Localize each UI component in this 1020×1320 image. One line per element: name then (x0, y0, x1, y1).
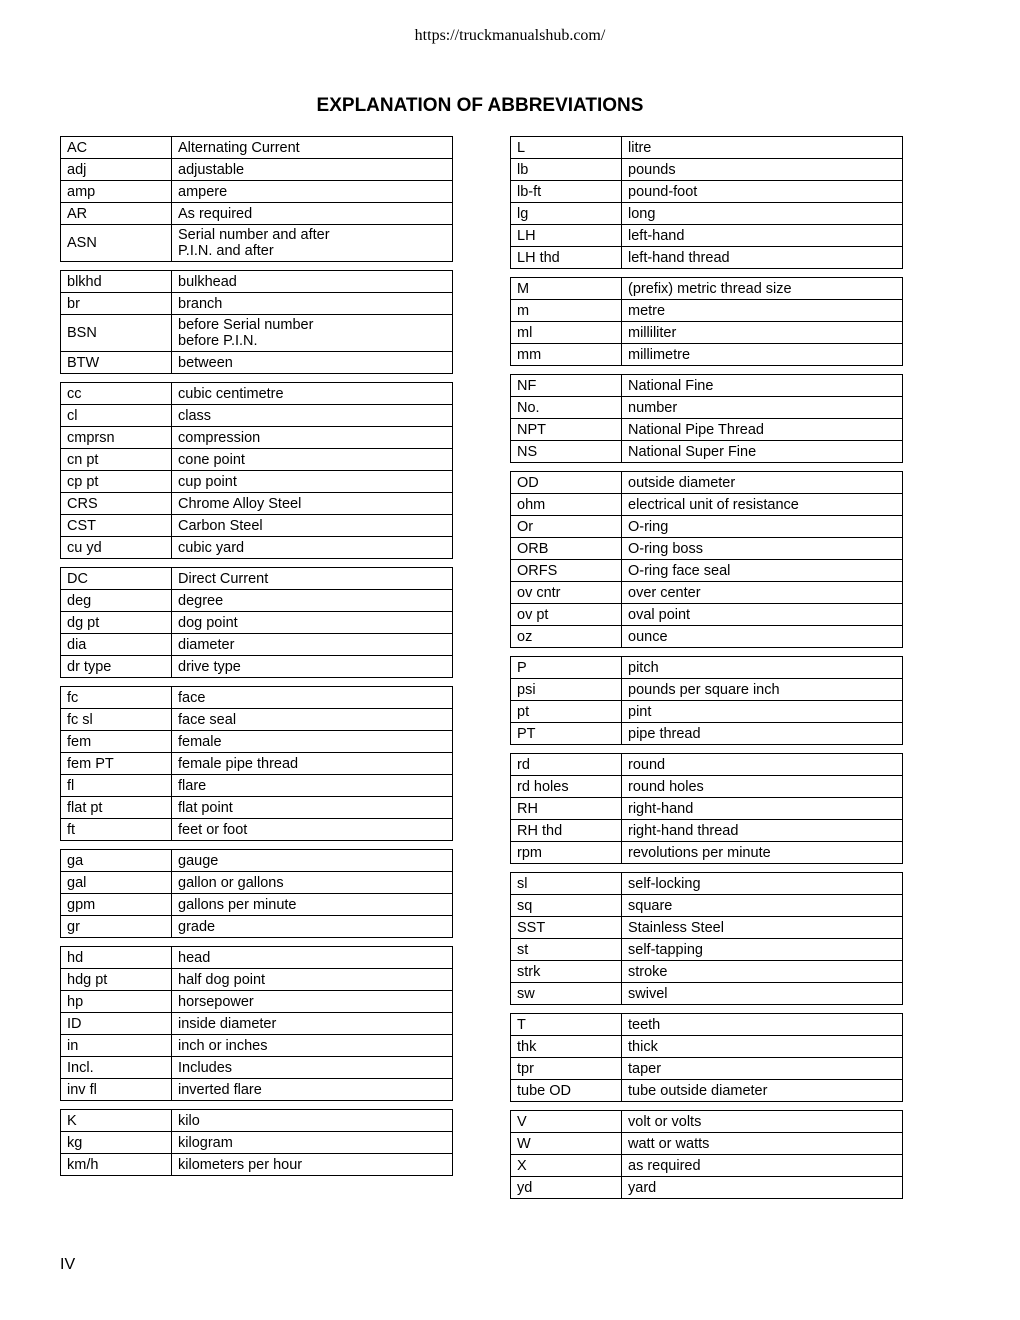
abbreviation-group (510, 471, 903, 648)
meaning-cell: left-hand (622, 225, 903, 247)
table-row (511, 842, 903, 864)
table-row (511, 983, 903, 1005)
table-row (511, 137, 903, 159)
abbreviation-group (60, 270, 453, 374)
table-row (511, 679, 903, 701)
meaning-cell: Serial number and after P.I.N. and after (172, 225, 453, 262)
abbreviation-cell: blkhd (61, 271, 172, 293)
abbreviation-cell: gr (61, 916, 172, 938)
table-row (511, 604, 903, 626)
abbreviation-cell: rpm (511, 842, 622, 864)
meaning-cell: teeth (622, 1014, 903, 1036)
table-row (511, 1058, 903, 1080)
abbreviation-cell: lb-ft (511, 181, 622, 203)
abbreviation-cell: cmprsn (61, 427, 172, 449)
abbreviation-group (510, 1110, 903, 1199)
abbreviation-cell: dr type (61, 656, 172, 678)
abbreviation-group (60, 946, 453, 1101)
meaning-cell: grade (172, 916, 453, 938)
meaning-cell: ampere (172, 181, 453, 203)
table-row (61, 991, 453, 1013)
table-row (61, 1110, 453, 1132)
abbreviation-cell: CST (61, 515, 172, 537)
table-row (61, 515, 453, 537)
abbreviation-cell: deg (61, 590, 172, 612)
table-row (511, 1036, 903, 1058)
table-row (511, 225, 903, 247)
table-row (61, 797, 453, 819)
abbreviation-cell: oz (511, 626, 622, 648)
abbreviation-cell: st (511, 939, 622, 961)
table-row (61, 656, 453, 678)
meaning-cell: kilo (172, 1110, 453, 1132)
meaning-cell: pound-foot (622, 181, 903, 203)
abbreviation-group (510, 872, 903, 1005)
meaning-cell: diameter (172, 634, 453, 656)
meaning-cell: As required (172, 203, 453, 225)
meaning-cell: face (172, 687, 453, 709)
meaning-cell: round holes (622, 776, 903, 798)
table-row (511, 472, 903, 494)
meaning-cell: female pipe thread (172, 753, 453, 775)
table-row (511, 247, 903, 269)
abbreviation-group (510, 753, 903, 864)
meaning-cell: National Fine (622, 375, 903, 397)
table-row (511, 961, 903, 983)
meaning-cell: thick (622, 1036, 903, 1058)
meaning-cell: over center (622, 582, 903, 604)
table-row (511, 657, 903, 679)
abbreviation-cell: tpr (511, 1058, 622, 1080)
abbreviation-cell: M (511, 278, 622, 300)
abbreviation-cell: cu yd (61, 537, 172, 559)
meaning-cell: swivel (622, 983, 903, 1005)
abbreviation-cell: RH (511, 798, 622, 820)
table-row (61, 271, 453, 293)
abbreviation-cell: W (511, 1133, 622, 1155)
abbreviation-cell: ga (61, 850, 172, 872)
meaning-cell: inch or inches (172, 1035, 453, 1057)
abbreviation-cell: V (511, 1111, 622, 1133)
meaning-cell: cone point (172, 449, 453, 471)
abbreviation-cell: m (511, 300, 622, 322)
table-row (61, 1079, 453, 1101)
table-row (511, 397, 903, 419)
table-row (61, 1132, 453, 1154)
abbreviation-cell: yd (511, 1177, 622, 1199)
abbreviation-group (510, 374, 903, 463)
abbreviation-cell: ORB (511, 538, 622, 560)
left-abbreviation-column (60, 136, 453, 1184)
abbreviation-cell: dg pt (61, 612, 172, 634)
meaning-cell: taper (622, 1058, 903, 1080)
meaning-cell: pounds per square inch (622, 679, 903, 701)
meaning-cell: milliliter (622, 322, 903, 344)
table-row (61, 1154, 453, 1176)
abbreviation-group (510, 656, 903, 745)
abbreviation-cell: ov pt (511, 604, 622, 626)
abbreviation-cell: rd (511, 754, 622, 776)
table-row (61, 612, 453, 634)
abbreviation-cell: X (511, 1155, 622, 1177)
abbreviation-cell: NPT (511, 419, 622, 441)
meaning-cell: flat point (172, 797, 453, 819)
table-row (511, 300, 903, 322)
table-row (511, 873, 903, 895)
abbreviation-cell: SST (511, 917, 622, 939)
abbreviation-cell: PT (511, 723, 622, 745)
table-row (61, 181, 453, 203)
abbreviation-cell: thk (511, 1036, 622, 1058)
meaning-cell: yard (622, 1177, 903, 1199)
table-row (61, 449, 453, 471)
abbreviation-cell: inv fl (61, 1079, 172, 1101)
table-row (61, 537, 453, 559)
table-row (61, 225, 453, 262)
abbreviation-group (510, 136, 903, 269)
table-row (511, 344, 903, 366)
table-row (61, 1057, 453, 1079)
abbreviation-group (60, 1109, 453, 1176)
table-row (61, 850, 453, 872)
abbreviation-cell: lg (511, 203, 622, 225)
abbreviation-cell: amp (61, 181, 172, 203)
table-row (61, 383, 453, 405)
table-row (61, 872, 453, 894)
meaning-cell: female (172, 731, 453, 753)
page-number: IV (60, 1256, 76, 1273)
abbreviation-cell: AC (61, 137, 172, 159)
abbreviation-cell: NF (511, 375, 622, 397)
abbreviation-group (60, 136, 453, 262)
abbreviation-cell: Incl. (61, 1057, 172, 1079)
meaning-cell: National Super Fine (622, 441, 903, 463)
meaning-cell: stroke (622, 961, 903, 983)
table-row (61, 493, 453, 515)
table-row (61, 687, 453, 709)
meaning-cell: feet or foot (172, 819, 453, 841)
table-row (61, 315, 453, 352)
meaning-cell: as required (622, 1155, 903, 1177)
abbreviation-cell: pt (511, 701, 622, 723)
abbreviation-group (510, 1013, 903, 1102)
meaning-cell: number (622, 397, 903, 419)
table-row (511, 820, 903, 842)
meaning-cell: self-tapping (622, 939, 903, 961)
table-row (511, 159, 903, 181)
table-row (511, 322, 903, 344)
meaning-cell: Carbon Steel (172, 515, 453, 537)
table-row (511, 375, 903, 397)
meaning-cell: pipe thread (622, 723, 903, 745)
meaning-cell: horsepower (172, 991, 453, 1013)
source-url: https://truckmanualshub.com/ (414, 27, 606, 44)
meaning-cell: O-ring face seal (622, 560, 903, 582)
table-row (61, 775, 453, 797)
meaning-cell: right-hand thread (622, 820, 903, 842)
meaning-cell: O-ring boss (622, 538, 903, 560)
table-row (61, 709, 453, 731)
abbreviation-cell: fc sl (61, 709, 172, 731)
abbreviation-cell: ORFS (511, 560, 622, 582)
table-row (511, 776, 903, 798)
abbreviation-cell: ASN (61, 225, 172, 262)
meaning-cell: kilogram (172, 1132, 453, 1154)
table-row (61, 731, 453, 753)
abbreviation-cell: tube OD (511, 1080, 622, 1102)
meaning-cell: face seal (172, 709, 453, 731)
table-row (511, 939, 903, 961)
meaning-cell: branch (172, 293, 453, 315)
meaning-cell: kilometers per hour (172, 1154, 453, 1176)
abbreviation-cell: sw (511, 983, 622, 1005)
meaning-cell: Chrome Alloy Steel (172, 493, 453, 515)
table-row (511, 1080, 903, 1102)
table-row (511, 798, 903, 820)
abbreviation-cell: fl (61, 775, 172, 797)
table-row (61, 590, 453, 612)
abbreviation-cell: hp (61, 991, 172, 1013)
abbreviation-cell: kg (61, 1132, 172, 1154)
page-title: EXPLANATION OF ABBREVIATIONS (316, 95, 644, 116)
meaning-cell: bulkhead (172, 271, 453, 293)
meaning-cell: half dog point (172, 969, 453, 991)
abbreviation-cell: cn pt (61, 449, 172, 471)
meaning-cell: left-hand thread (622, 247, 903, 269)
abbreviation-cell: L (511, 137, 622, 159)
table-row (61, 203, 453, 225)
table-row (511, 1133, 903, 1155)
table-row (511, 1111, 903, 1133)
abbreviation-cell: NS (511, 441, 622, 463)
abbreviation-cell: gal (61, 872, 172, 894)
abbreviation-cell: No. (511, 397, 622, 419)
meaning-cell: ounce (622, 626, 903, 648)
meaning-cell: National Pipe Thread (622, 419, 903, 441)
table-row (61, 405, 453, 427)
abbreviation-cell: hd (61, 947, 172, 969)
abbreviation-cell: CRS (61, 493, 172, 515)
table-row (511, 754, 903, 776)
abbreviation-cell: fem (61, 731, 172, 753)
meaning-cell: electrical unit of resistance (622, 494, 903, 516)
meaning-cell: revolutions per minute (622, 842, 903, 864)
table-row (61, 159, 453, 181)
abbreviation-cell: fem PT (61, 753, 172, 775)
meaning-cell: oval point (622, 604, 903, 626)
abbreviation-cell: flat pt (61, 797, 172, 819)
meaning-cell: flare (172, 775, 453, 797)
meaning-cell: gallons per minute (172, 894, 453, 916)
abbreviation-cell: OD (511, 472, 622, 494)
meaning-cell: pint (622, 701, 903, 723)
abbreviation-cell: sl (511, 873, 622, 895)
meaning-cell: self-locking (622, 873, 903, 895)
meaning-cell: metre (622, 300, 903, 322)
table-row (511, 441, 903, 463)
meaning-cell: watt or watts (622, 1133, 903, 1155)
table-row (61, 753, 453, 775)
meaning-cell: degree (172, 590, 453, 612)
table-row (61, 969, 453, 991)
meaning-cell: before Serial number before P.I.N. (172, 315, 453, 352)
abbreviation-group (60, 849, 453, 938)
abbreviation-cell: K (61, 1110, 172, 1132)
abbreviation-cell: ov cntr (511, 582, 622, 604)
meaning-cell: gauge (172, 850, 453, 872)
abbreviation-cell: DC (61, 568, 172, 590)
meaning-cell: cup point (172, 471, 453, 493)
abbreviation-cell: cc (61, 383, 172, 405)
table-row (511, 895, 903, 917)
table-row (61, 471, 453, 493)
table-row (61, 634, 453, 656)
meaning-cell: between (172, 352, 453, 374)
abbreviation-cell: sq (511, 895, 622, 917)
table-row (511, 203, 903, 225)
meaning-cell: litre (622, 137, 903, 159)
table-row (511, 181, 903, 203)
meaning-cell: head (172, 947, 453, 969)
meaning-cell: inverted flare (172, 1079, 453, 1101)
abbreviation-cell: mm (511, 344, 622, 366)
abbreviation-cell: RH thd (511, 820, 622, 842)
abbreviation-group (510, 277, 903, 366)
table-row (511, 560, 903, 582)
abbreviation-cell: fc (61, 687, 172, 709)
abbreviation-cell: lb (511, 159, 622, 181)
meaning-cell: Direct Current (172, 568, 453, 590)
table-row (511, 1177, 903, 1199)
table-row (61, 568, 453, 590)
table-row (511, 278, 903, 300)
abbreviation-group (60, 567, 453, 678)
table-row (511, 1155, 903, 1177)
abbreviation-cell: strk (511, 961, 622, 983)
abbreviation-cell: hdg pt (61, 969, 172, 991)
meaning-cell: pounds (622, 159, 903, 181)
table-row (511, 917, 903, 939)
meaning-cell: Includes (172, 1057, 453, 1079)
meaning-cell: square (622, 895, 903, 917)
abbreviation-cell: LH (511, 225, 622, 247)
table-row (61, 947, 453, 969)
abbreviation-cell: P (511, 657, 622, 679)
meaning-cell: Stainless Steel (622, 917, 903, 939)
abbreviation-cell: T (511, 1014, 622, 1036)
abbreviation-group (60, 382, 453, 559)
abbreviation-cell: cp pt (61, 471, 172, 493)
meaning-cell: drive type (172, 656, 453, 678)
meaning-cell: class (172, 405, 453, 427)
meaning-cell: long (622, 203, 903, 225)
meaning-cell: gallon or gallons (172, 872, 453, 894)
table-row (511, 626, 903, 648)
meaning-cell: millimetre (622, 344, 903, 366)
abbreviation-cell: rd holes (511, 776, 622, 798)
table-row (61, 293, 453, 315)
meaning-cell: compression (172, 427, 453, 449)
table-row (61, 916, 453, 938)
meaning-cell: pitch (622, 657, 903, 679)
table-row (511, 723, 903, 745)
abbreviation-cell: in (61, 1035, 172, 1057)
abbreviation-cell: br (61, 293, 172, 315)
meaning-cell: (prefix) metric thread size (622, 278, 903, 300)
table-row (511, 419, 903, 441)
table-row (511, 582, 903, 604)
abbreviation-cell: Or (511, 516, 622, 538)
meaning-cell: right-hand (622, 798, 903, 820)
table-row (511, 494, 903, 516)
table-row (511, 1014, 903, 1036)
table-row (61, 894, 453, 916)
abbreviation-cell: cl (61, 405, 172, 427)
abbreviation-group (60, 686, 453, 841)
table-row (61, 352, 453, 374)
meaning-cell: cubic yard (172, 537, 453, 559)
abbreviation-cell: km/h (61, 1154, 172, 1176)
abbreviation-cell: BSN (61, 315, 172, 352)
meaning-cell: inside diameter (172, 1013, 453, 1035)
meaning-cell: dog point (172, 612, 453, 634)
meaning-cell: volt or volts (622, 1111, 903, 1133)
abbreviation-cell: BTW (61, 352, 172, 374)
abbreviation-cell: ft (61, 819, 172, 841)
table-row (511, 538, 903, 560)
meaning-cell: cubic centimetre (172, 383, 453, 405)
abbreviation-cell: psi (511, 679, 622, 701)
abbreviation-cell: adj (61, 159, 172, 181)
table-row (61, 427, 453, 449)
meaning-cell: Alternating Current (172, 137, 453, 159)
abbreviation-cell: gpm (61, 894, 172, 916)
table-row (61, 1013, 453, 1035)
table-row (511, 701, 903, 723)
abbreviation-cell: ohm (511, 494, 622, 516)
table-row (61, 137, 453, 159)
table-row (61, 819, 453, 841)
meaning-cell: O-ring (622, 516, 903, 538)
meaning-cell: outside diameter (622, 472, 903, 494)
abbreviation-cell: AR (61, 203, 172, 225)
table-row (61, 1035, 453, 1057)
meaning-cell: adjustable (172, 159, 453, 181)
abbreviation-cell: ID (61, 1013, 172, 1035)
table-row (511, 516, 903, 538)
meaning-cell: round (622, 754, 903, 776)
meaning-cell: tube outside diameter (622, 1080, 903, 1102)
abbreviation-cell: dia (61, 634, 172, 656)
abbreviation-cell: LH thd (511, 247, 622, 269)
abbreviation-cell: ml (511, 322, 622, 344)
right-abbreviation-column (510, 136, 903, 1207)
